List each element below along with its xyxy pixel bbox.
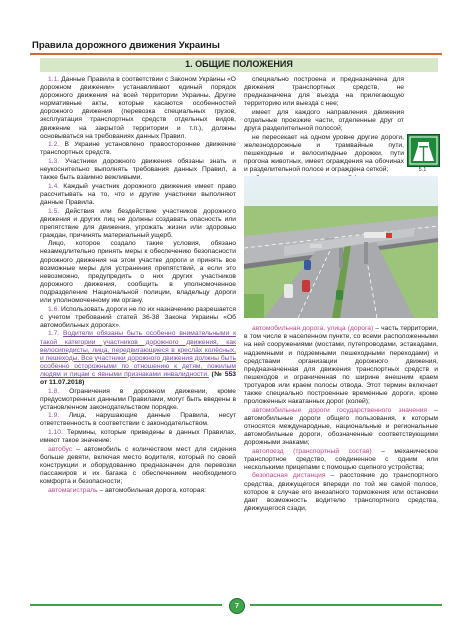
clause-text: Использовать дороги не по их назначению разрешается с учетом требований статей 36-38 Закона Украины «Об автомобильных дорогах». [40, 305, 236, 329]
clause-text: Действия или бездействие участников дорожного движения и других лиц не должны создавать опасность или препятствие для движения, угрожать жизни или здоровью граждан, причинять материальный ущерб. [40, 207, 236, 239]
highlighted-clause-text: Водители обязаны быть особенно внимательными к такой категории участников дорожного движения, как велосипедисты, лица, передвигающиеся в кресла́х колёсных, и пешеходы. Все участники дорожного движения должны быть особенно осторожными по отношению к детям, пожилым людям и лицам с явными признаками инвалидности. [40, 330, 236, 378]
paragraph-1-7 [40, 330, 236, 387]
clause-text: Термины, которые приведены в данных Правилах, имеют такое значение: [40, 429, 237, 445]
term: автомобильные дороги государственного значения [252, 406, 428, 414]
paragraph-1-8 [40, 388, 236, 412]
definition-bus [40, 446, 236, 486]
clause-number: 1.2. [48, 141, 60, 149]
term: автомагистраль [48, 486, 98, 494]
footer-rule-left [30, 604, 222, 606]
definition-text: – расстояние до транспортного средства, движущегося впереди по той же самой полосе, которое в случае его внезапного торможения или остановки дает возможность водителю транспортного средства, движущегося сзади, [244, 472, 438, 512]
definition-state-roads [244, 407, 438, 447]
clause-text: Участники дорожного движения обязаны знать и неукоснительно выполнять требования данных Правил, а также быть взаимно вежливыми. [40, 157, 236, 182]
paragraph-1-9 [40, 412, 236, 428]
paragraph-1-6 [40, 306, 236, 330]
clause-number: 1.9. [48, 412, 60, 420]
clause-number: 1.10. [48, 429, 63, 437]
clause-number: 1.3. [48, 157, 60, 165]
clause-text: специально построена и предназначена для движения транспортных средств, не предназначена для въезда на прилегающую территорию или выезда с нее; [244, 76, 404, 108]
definition-road [244, 325, 438, 406]
clause-text: Лица, нарушающие данные Правила, несут ответственность в соответствии с законодательством. [40, 412, 237, 428]
left-column [40, 76, 236, 495]
sign-number-label: 5.1 [418, 167, 427, 173]
paragraph-1-4 [40, 183, 236, 207]
definition-safe-distance [244, 472, 438, 512]
clause-number: 1.6. [48, 305, 60, 313]
clause-number: 1.5. [48, 207, 60, 215]
motorway-condition-3 [244, 134, 404, 174]
paragraph-1-1 [40, 76, 236, 141]
page-number: 7 [234, 601, 240, 610]
clause-number: 1.4. [48, 182, 60, 190]
clause-number: 1.7. [48, 330, 60, 338]
paragraph-1-2 [40, 141, 236, 157]
definition-text: – часть территории, в том числе в населенном пункте, со всеми расположенными на ней сооружениями (мостами, путепроводами, эстакадами, надземными и подземными пешеходными переходами) и средствами организации дорожного движения, предназначенная для движения транспортных средств и пешеходов и ограниченная по ширине внешним краем тротуаров или краем полосы отвода. Этот термин включает также специально построенные временные дороги, кроме проложенных накатанных дорог (колей); [244, 325, 439, 406]
clause-text: Лицо, которое создало такие условия, обязано незамедлительно принять меры к обеспечению безопасности дорожного движения на этом участке дороги и принять все возможные меры для устранения препятствий, а если это невозможно, предупредить о них других участников дорожного движения, сообщить в уполномоченное подразделение Национальной полиции, владельцу дороги или уполномоченному им органу. [40, 240, 236, 305]
motorway-condition-1 [244, 76, 404, 108]
header-title: Правила дорожного движения Украины [32, 40, 220, 51]
definition-text: – автомобильная дорога, которая: [97, 486, 206, 494]
footer-rule-right [250, 604, 442, 606]
definition-road-train [244, 448, 438, 472]
paragraph-1-3 [40, 158, 236, 182]
section-heading-bar [40, 58, 438, 72]
clause-text: Ограничения в дорожном движении, кроме предусмотренных данными Правилами, могут быть введены в установленном законодательством порядке. [40, 387, 236, 411]
clause-text: Каждый участник дорожного движения имеет право рассчитывать на то, что и другие участники выполняют данные Правила. [40, 182, 236, 206]
paragraph-1-5-b [40, 240, 236, 305]
clause-number: 1.8. [48, 387, 60, 395]
motorway-condition-2 [244, 109, 404, 133]
term: автобус [48, 445, 73, 453]
clause-text: В Украине установлено правостороннее движение транспортных средств. [40, 141, 237, 157]
definition-text: – автомобиль с количеством мест для сидения больше девяти, включая место водителя, который по своей конструкции и оборудованию предназначен для перевозки пассажиров и их багажа с обеспечением необходимого комфорта и безопасности; [40, 445, 236, 486]
term: безопасная дистанция [252, 472, 326, 480]
definition-motorway [40, 487, 236, 495]
paragraph-1-5 [40, 208, 236, 240]
motorway-illustration [244, 176, 438, 318]
section-title: 1. ОБЩИЕ ПОЛОЖЕНИЯ [185, 59, 293, 69]
page-number-badge [229, 598, 245, 614]
paragraph-1-10 [40, 429, 236, 445]
clause-text: имеет для каждого направления движения отдельные проезжие части, отделенные друг от друга разделительной полосой; [244, 108, 404, 133]
motorway-sign-icon [407, 134, 440, 167]
clause-number: 1.1. [48, 76, 60, 83]
term: автомобильная дорога, улица (дорога) [252, 325, 374, 333]
definition-text: – механическое транспортное средство, соединенное с одним или несколькими прицепами с помощью сцепного устройства; [244, 447, 438, 471]
amendment-reference: (№ 553 от 11.07.2018) [40, 370, 237, 386]
term: автопоезд (транспортный состав) [252, 447, 372, 455]
page-header [30, 38, 442, 55]
definition-text: – автомобильные дороги общего пользования, к которым относятся международные, национальные и региональные автомобильные дороги, обозначенные соответствующими дорожными знаками; [244, 406, 438, 447]
clause-text: не пересекает на одном уровне другие дороги, железнодорожные и трамвайные пути, пешеходные и велосипедные дорожки, пути прогона животных, имеет ограждения на обочинах и разделительной полосе и ограждена сеткой; [244, 133, 404, 174]
clause-text: Данные Правила в соответствии с Законом Украины «О дорожном движении» устанавливают единый порядок дорожного движения на всей территории Украины. Другие нормативные акты, которые касаются особенностей дорожного движения (перевозка специальных грузов, эксплуатация транспортных средств отдельных видов, движение на закрытой территории и т.п.), должны основываться на требованиях данных Правил. [40, 76, 237, 140]
road-sign-5-1 [407, 134, 438, 176]
